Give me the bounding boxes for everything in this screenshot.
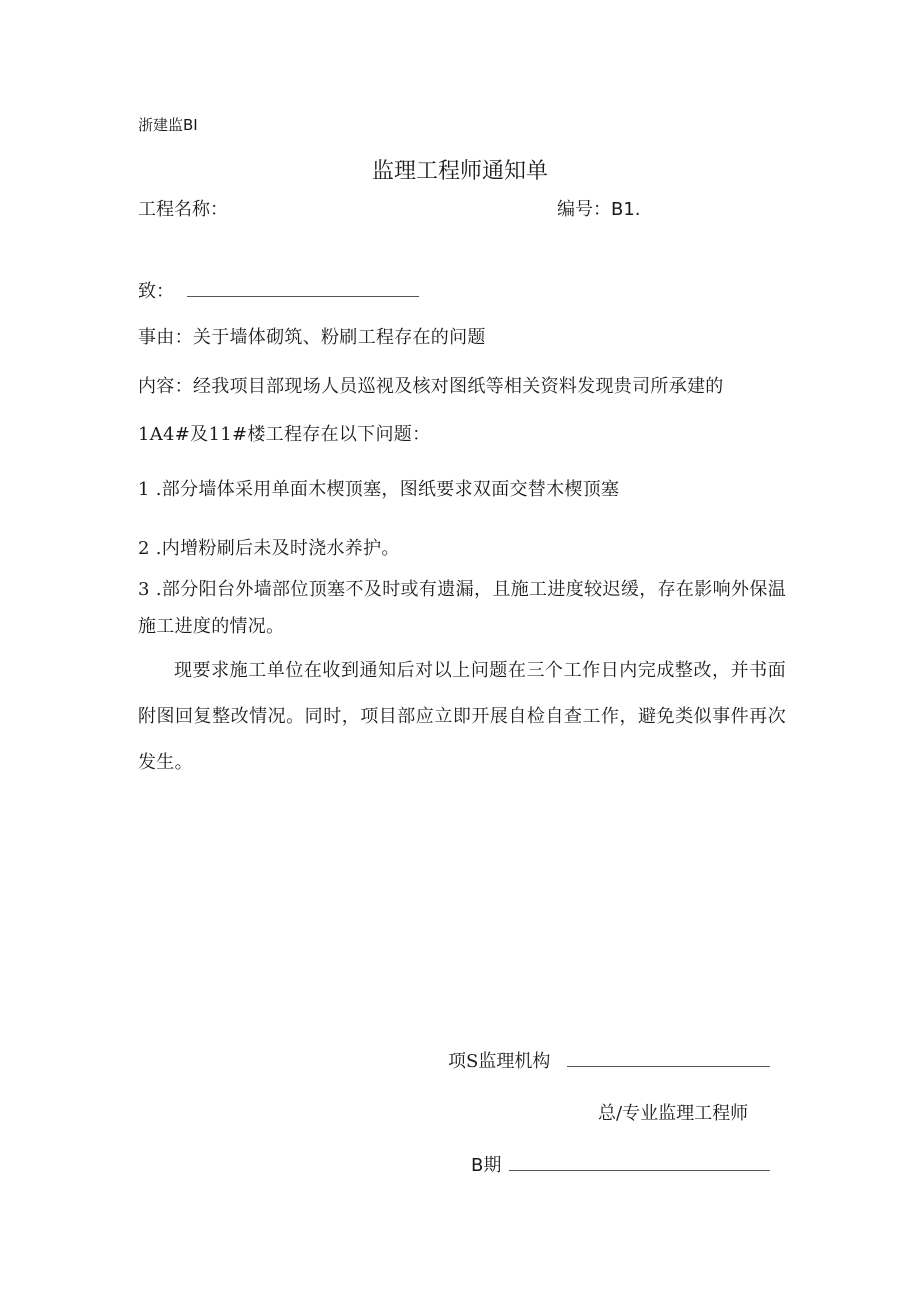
issue-item-1: 1 .部分墙体采用单面木楔顶塞，图纸要求双面交替木楔顶塞: [138, 479, 620, 500]
project-name-label: 工程名称：: [138, 199, 228, 220]
content-line-1: 内容：经我项目部现场人员巡视及核对图纸等相关资料发现贵司所承建的: [138, 376, 724, 397]
date-blank-line: [509, 1170, 770, 1171]
recipient-blank-line: [187, 296, 419, 297]
supervision-org-label: 项S监理机构: [448, 1051, 551, 1072]
form-code: 浙建监BI: [138, 116, 198, 134]
content-line-2: 1A4#及11#楼工程存在以下问题：: [138, 424, 431, 445]
supervision-org-blank-line: [567, 1066, 770, 1067]
document-title: 监理工程师通知单: [371, 159, 548, 184]
recipient-label: 致：: [138, 281, 174, 302]
document-number-label: 编号：B1.: [557, 199, 641, 220]
requirement-paragraph: 现要求施工单位在收到通知后对以上问题在三个工作日内完成整改，并书面附图回复整改情况。同时，项目部应立即开展自检自查工作，避免类似事件再次发生。: [138, 660, 786, 773]
date-label: B期: [471, 1155, 502, 1176]
issue-item-3: 3 .部分阳台外墙部位顶塞不及时或有遗漏，且施工进度较迟缓，存在影响外保温施工进度的情况。: [138, 579, 786, 637]
subject-line: 事由：关于墙体砌筑、粉刷工程存在的问题: [138, 327, 486, 348]
issue-item-2: 2 .内增粉刷后未及时浇水养护。: [138, 538, 400, 559]
engineer-label: 总/专业监理工程师: [598, 1103, 749, 1124]
